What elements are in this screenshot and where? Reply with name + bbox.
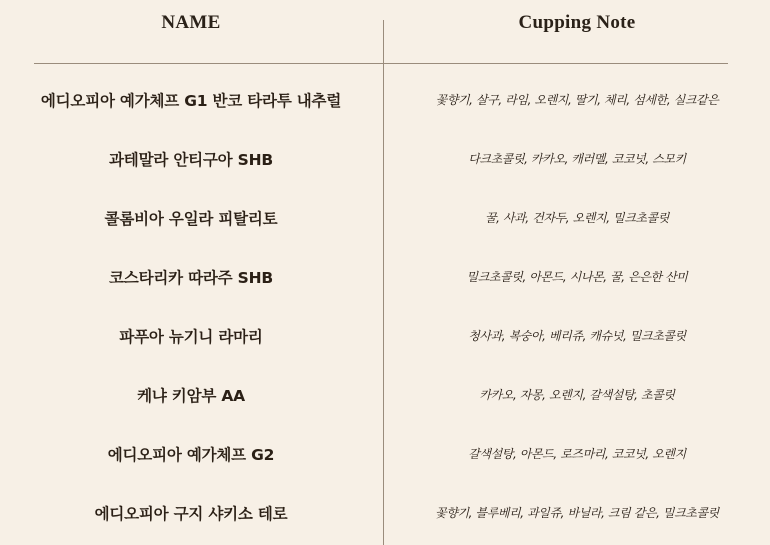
cupping-note: 다크초콜릿, 카카오, 캐러멜, 코코넛, 스모키 [468,152,686,166]
coffee-name: 코스타리카 따라주 SHB [109,268,273,287]
coffee-name: 에디오피아 구지 샤키소 테로 [94,504,288,523]
cupping-note: 밀크초콜릿, 아몬드, 시나몬, 꿀, 은은한 산미 [466,270,688,284]
name-column-header: NAME [161,12,221,33]
coffee-name: 에디오피아 예가체프 G1 반코 타라투 내추럴 [40,91,342,110]
header-divider [34,63,728,64]
table-row [0,365,770,424]
coffee-name: 에디오피아 예가체프 G2 [107,445,275,464]
cupping-note: 카카오, 자몽, 오렌지, 갈색설탕, 초콜릿 [479,388,675,402]
cupping-note-column-header: Cupping Note [518,12,636,33]
table-row [0,306,770,365]
table-row [0,188,770,247]
table-body [0,70,770,542]
cupping-note: 갈색설탕, 아몬드, 로즈마리, 코코넛, 오렌지 [468,447,686,461]
table-row [0,247,770,306]
table-row [0,70,770,129]
coffee-name: 케냐 키암부 AA [137,386,245,405]
cupping-note: 꽃향기, 살구, 라임, 오렌지, 딸기, 체리, 섬세한, 실크같은 [435,93,719,107]
coffee-name: 콜롬비아 우일라 피탈리토 [104,209,278,228]
cupping-note: 꽃향기, 블루베리, 과일쥬, 바닐라, 크림 같은, 밀크초콜릿 [435,506,719,520]
coffee-name: 과테말라 안티구아 SHB [109,150,273,169]
cupping-note: 청사과, 복숭아, 베리쥬, 캐슈넛, 밀크초콜릿 [468,329,686,343]
table-row [0,129,770,188]
table-row [0,424,770,483]
table-header [0,0,770,56]
cupping-note: 꿀, 사과, 건자두, 오렌지, 밀크초콜릿 [484,211,669,225]
table-row [0,483,770,542]
coffee-name: 파푸아 뉴기니 라마리 [119,327,263,346]
